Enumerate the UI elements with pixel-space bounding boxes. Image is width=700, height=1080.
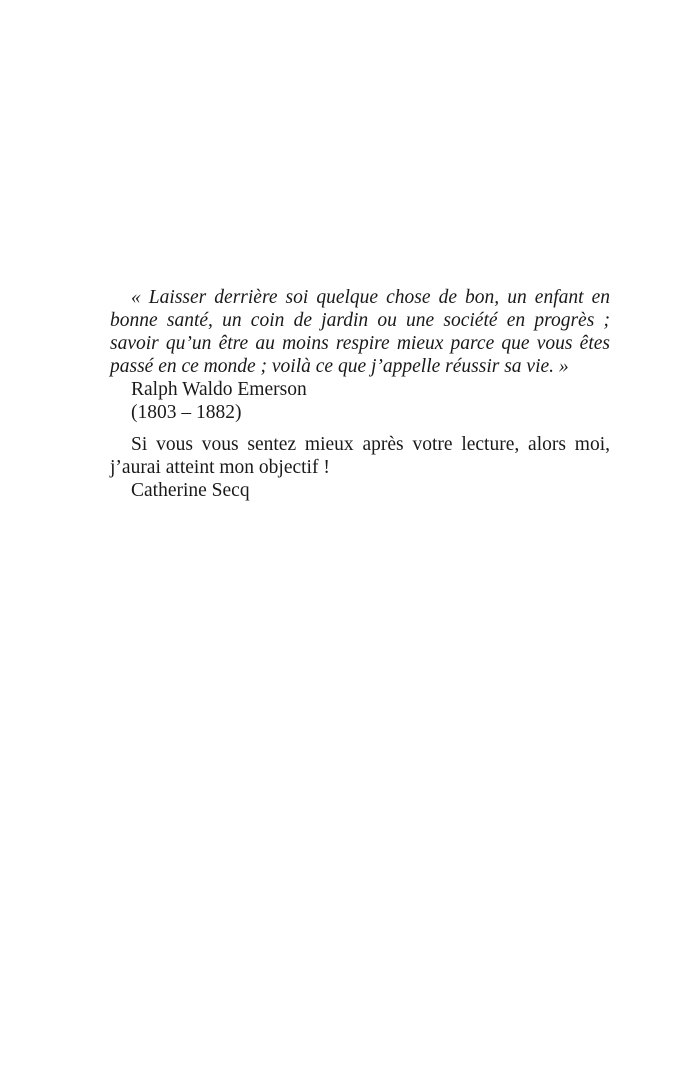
quote-author: Ralph Waldo Emerson: [131, 379, 307, 400]
note-line: j’aurai atteint mon objectif !: [110, 457, 330, 478]
quote-dates: (1803 – 1882): [131, 402, 242, 423]
note-signature: Catherine Secq: [131, 480, 250, 501]
quote-line: passé en ce monde ; voilà ce que j’appelle réussir sa vie. »: [110, 356, 569, 377]
quote-line: bonne santé, un coin de jardin ou une société en progrès ;: [110, 310, 610, 331]
quote-line: savoir qu’un être au moins respire mieux parce que vous êtes: [110, 333, 610, 354]
note-line: Si vous vous sentez mieux après votre lecture, alors moi,: [131, 434, 610, 455]
quote-line: « Laisser derrière soi quelque chose de bon, un enfant en: [131, 287, 610, 308]
